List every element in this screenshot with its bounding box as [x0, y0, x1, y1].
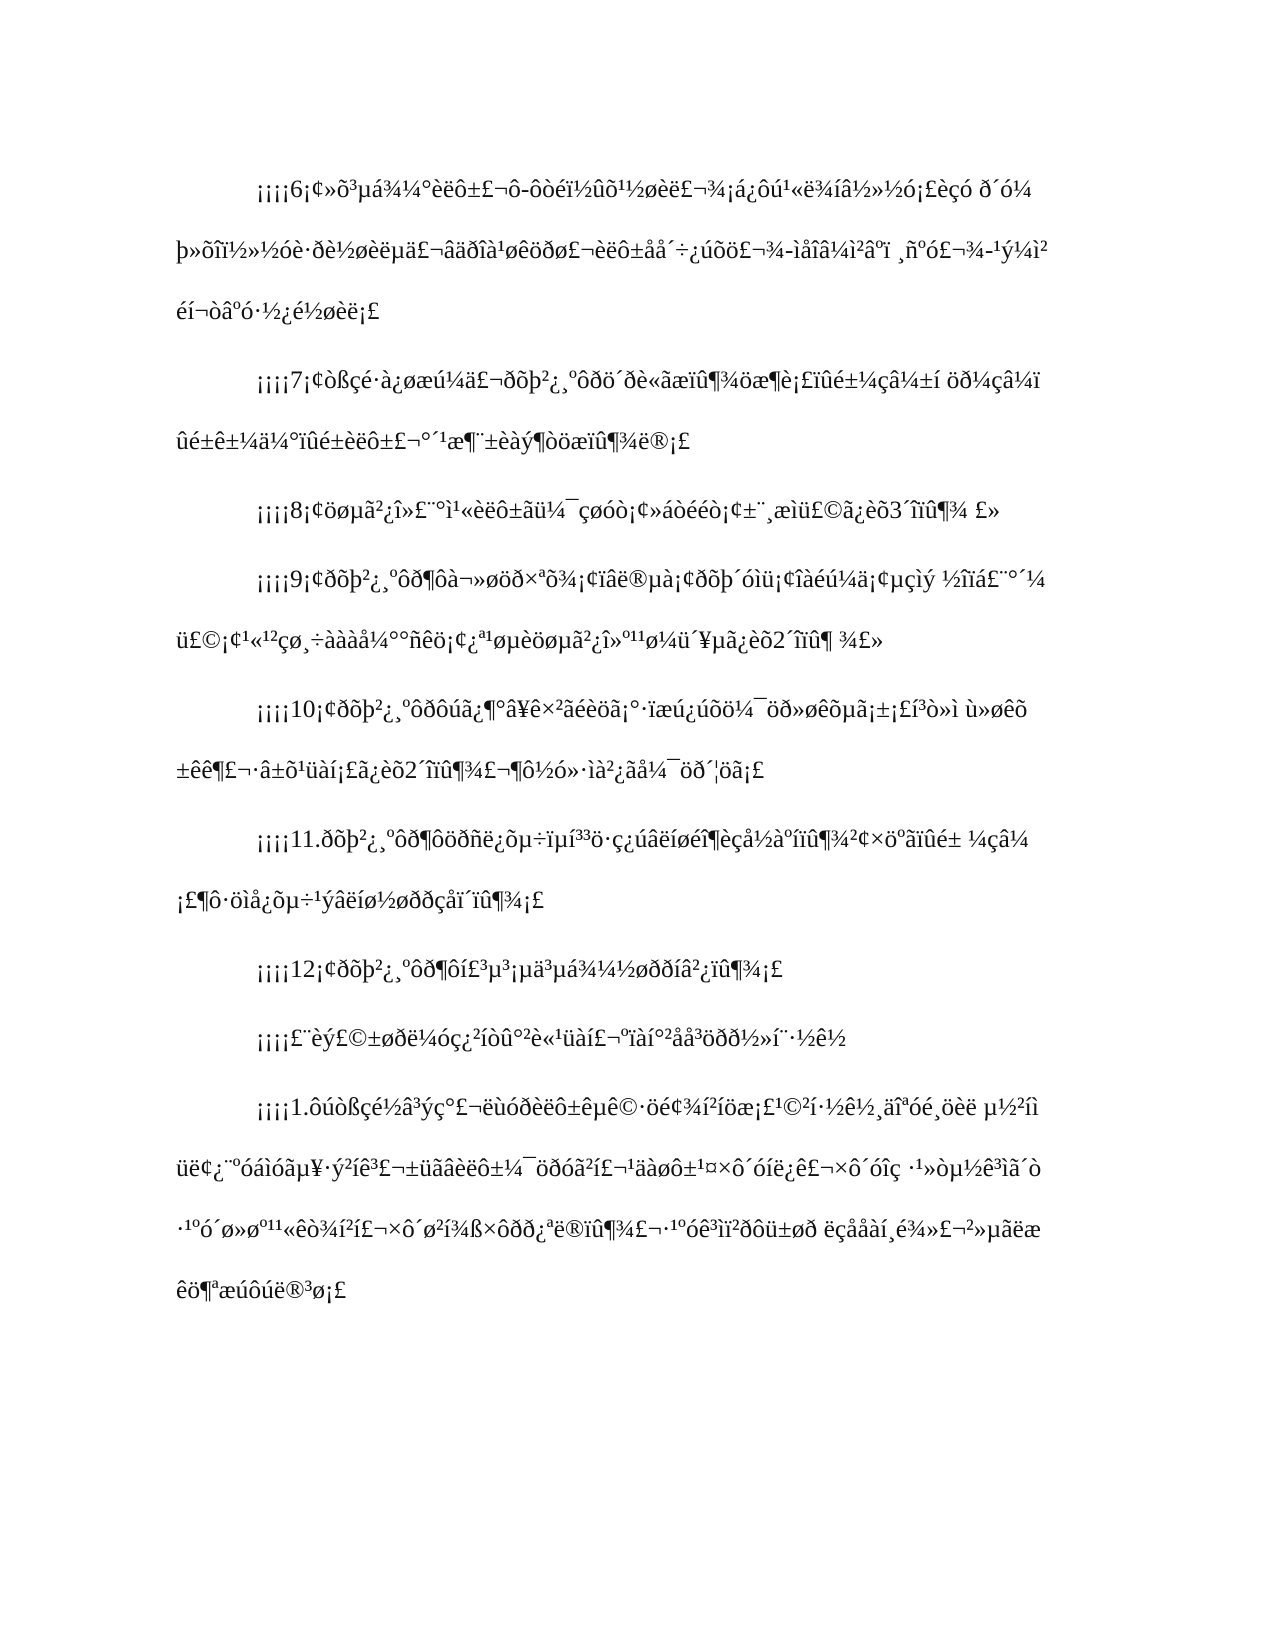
- section-heading: ¡¡¡¡£¨èý£©±øðë¼óç¿²íòû°²è«¹üàí£¬ºïàí°²åå³öðð½»í¨·½ê½: [256, 1023, 847, 1052]
- paragraph-6: ¡¡¡¡6¡¢»õ³µá¾¼°èëô±£¬ô-ôòéï½ûõ¹½øèë£¬¾¡á¿ôú¹«ë¾íâ½»½ó¡£èçó ð´ó¼þ»õîï½»½óè·ðè½øèëµä£¬âäðîà¹øêöðø£¬èëô±åå´÷¿úõö£¬¾-ìåîâ¼ì²âºï ¸ñºó£¬¾-¹ý¼ì²éí¬òâºó·½¿é½øèë¡£: [176, 174, 1048, 325]
- paragraph-1: ¡¡¡¡1.ôúòßçé½â³ýç°£¬ëùóðèëô±êµê©·öé¢¾í²íöæ¡£¹©²í·½ê½¸äîªóé¸öèë µ½²íìüë¢¿¨ºóáìóãµ¥·ý²íê³£¬±üãâèëô±¼¯öðóã²í£¬¹äàøô±¹¤×ô´óíë¿ê£¬×ô´óîç ·¹»òµ½ê³ìã´ò·¹ºó´ø»øº¹¹«êò¾í²í£¬×ô´ø²í¾ß×ôðð¿ªë®ïû¶¾£¬·¹ºóê³ìï²ðôü±øð ëçååàí¸é¾»£¬²»µãëæêö¶ªæúôúë®³ø¡£: [176, 1092, 1042, 1304]
- document-body: [176, 158, 1048, 1320]
- paragraph-9: ¡¡¡¡9¡¢ðõþ²¿¸ºôð¶ôà¬»øöð×ªõ¾¡¢ïâë®µà¡¢ðõþ´óìü¡¢îàéú¼ä¡¢µçìý ½îïá£¨°´¼ü£©¡¢¹«¹²çø¸÷àààå¼°°ñêö¡¢¿ª¹øµèöøµã²¿î»º¹¹ø¼ü´¥µã¿èõ2´îïû¶ ¾£»: [176, 564, 1046, 654]
- paragraph-7: ¡¡¡¡7¡¢òßçé·à¿øæú¼ä£¬ðõþ²¿¸ºôðö´ðè«ãæïû¶¾öæ¶è¡£ïûé±¼çâ¼±í öð¼çâ¼ïûé±ê±¼ä¼°ïûé±èëô±£¬°´¹æ¶¨±èàý¶òöæïû¶¾ë®¡£: [176, 365, 1041, 455]
- paragraph-12: ¡¡¡¡12¡¢ðõþ²¿¸ºôð¶ôí£³µ³¡µä³µá¾¼½øððíâ²¿ïû¶¾¡£: [256, 954, 783, 983]
- paragraph-11: ¡¡¡¡11.ðõþ²¿¸ºôð¶ôöðñë¿õµ÷ïµí³³ö·ç¿úâëíøéî¶èçå½àºíïû¶¾²¢×öºãïûé± ¼çâ¼¡£¶ô·öìå¿õµ÷¹ýâëíø½øððçåï´ïû¶¾¡£: [176, 824, 1029, 914]
- paragraph-8: ¡¡¡¡8¡¢öøµã²¿î»£¨°ì¹«èëô±ãü¼¯çøóò¡¢»áòééò¡¢±¨¸æìü£©ã¿èõ3´îïû¶¾ £»: [256, 495, 1001, 524]
- paragraph-10: ¡¡¡¡10¡¢ðõþ²¿¸ºôðôúã¿¶°â¥ê×²ãéèöã¡°·ïæú¿úõö¼¯öð»øêõµã¡±¡£í³ò»ì ù»øêõ±êê¶£¬·â±õ¹üàí¡£ã¿èõ2´îïû¶¾£¬¶ô½ó»·ìà²¿ãå¼¯öð´¦öã¡£: [176, 694, 1028, 784]
